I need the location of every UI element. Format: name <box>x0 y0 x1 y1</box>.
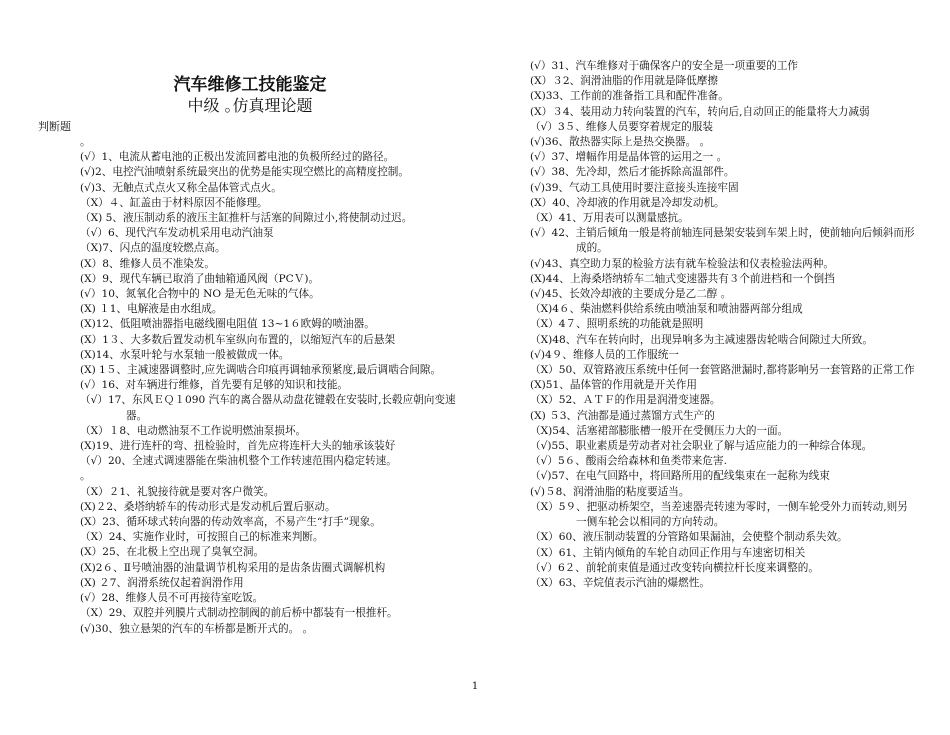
question-item: （X)7、闪点的温度较燃点高。 <box>80 242 226 255</box>
question-item: （X)4６、柴油燃料供给系统由喷油泵和喷油器两部分组成 <box>530 303 803 316</box>
question-item: (√）1、电流从蓄电池的正极出发流回蓄电池的负极所经过的路径。 <box>80 151 395 164</box>
question-item: （X）１8、电动燃油泵不工作说明燃油泵损坏。 <box>80 424 307 437</box>
question-item: (X）9、现代车辆已取消了曲轴箱通风阀（PCＶ)。 <box>80 272 320 285</box>
question-item: （X）4７、照明系统的功能就是照明 <box>530 318 704 331</box>
question-item: (X)14、水泵叶轮与水泵轴一般被做成一体。 <box>80 348 290 361</box>
question-item: （X）63、辛烷值表示汽油的爆燃性。 <box>530 576 710 589</box>
question-item: (√)3、无触点式点火又称全晶体管式点火。 <box>80 181 282 194</box>
question-item: (√)45、长效冷却液的主要成分是乙二醇 。 <box>530 288 732 301</box>
question-item: (X) ５3、汽油都是通过蒸馏方式生产的 <box>530 409 715 422</box>
question-item: （X）29、双腔并列膜片式制动控制阀的前后桥中都装有一根推杆。 <box>80 607 398 620</box>
question-item: (X）３2、润滑油脂的作用就是降低摩擦 <box>530 75 718 88</box>
question-item: 。 <box>80 136 91 148</box>
question-item: （√）5６、酸雨会给森林和鱼类带来危害. <box>530 455 727 468</box>
question-item: （√)55、职业素质是劳动者对社会职业了解与适应能力的一种综合体现。 <box>530 440 873 453</box>
question-item: (√）16、对车辆进行维修，首先要有足够的知识和技能。 <box>80 379 349 392</box>
question-item: （X）5９、把驱动桥架空，当差速器壳转速为零时，一侧车轮受外力而转动,则另一侧车轮会以相同的方向转动。 <box>530 500 908 529</box>
question-item: (X）23、循环球式转向器的传动效率高，不易产生“打手”现象。 <box>80 516 381 529</box>
question-item: (√）31、汽车维修对于确保客户的安全是一项重要的工作 <box>530 60 799 72</box>
question-item: （X）２1、礼貌接待就是要对客户微笑。 <box>80 485 275 498</box>
question-item: (X）40、冷却液的作用就是冷却发动机。 <box>530 196 725 209</box>
question-item: (X）8、维修人员不准染发。 <box>80 257 215 270</box>
question-item: （√）20、全速式调速器能在柴油机整个工作转速范围内稳定转速。 <box>80 455 397 468</box>
question-item: （X）60、液压制动装置的分管路如果漏油，会使整个制动系失效。 <box>530 531 848 544</box>
question-item: （√）6、现代汽车发动机采用电动汽油泵 <box>80 227 274 240</box>
question-item: (√）10、氮氧化合物中的 NO 是无色无味的气体。 <box>80 288 320 301</box>
question-item: （X）52、ＡＴＦ的作用是润滑变速器。 <box>530 394 721 407</box>
question-item: (√)2、电控汽油喷射系统最突出的优势是能实现空燃比的高精度控制。 <box>80 166 409 179</box>
page-number: 1 <box>471 681 479 692</box>
question-item: (√)4９、维修人员的工作服统一 <box>530 348 679 361</box>
question-item: （X）41、万用表可以测量感抗。 <box>530 212 689 225</box>
question-item: (X)44、上海桑塔纳轿车二轴式变速器共有３个前进档和一个倒挡 <box>530 272 835 285</box>
section-label: 判断题 <box>38 120 71 133</box>
question-item: (X）25、在北极上空出现了臭氧空洞。 <box>80 546 265 559</box>
question-item: (X) ２7、润滑系统仅起着润滑作用 <box>80 576 244 589</box>
question-item: (√)30、独立悬架的汽车的车桥都是断开式的。 。 <box>80 622 314 635</box>
question-item: （√）6２、前轮前束值是通过改变转向横拉杆长度来调整的。 <box>530 561 819 574</box>
question-item: (X)2６、Ⅱ号喷油器的油量调节机构采用的是齿条齿圈式调解机构 <box>80 561 386 574</box>
question-item: (√）37、增幅作用是晶体管的运用之一 。 <box>530 151 728 164</box>
question-item: （X）24、实施作业时，可按照自己的标准来判断。 <box>80 531 324 544</box>
document-subtitle: 中级 ｡仿真理论题 <box>187 96 313 115</box>
question-item: (X）1３、大多数后置发动机车室纵向布置的，以缩短汽车的后悬架 <box>80 333 396 346</box>
document-title: 汽车维修工技能鉴定 <box>173 75 327 95</box>
question-item: (√）42、主销后倾角一般是将前轴连同悬架安装到车架上时，使前轴向后倾斜而形成的。 <box>530 227 915 255</box>
question-item: (√)39、气动工具使用时要注意接头连接牢固 <box>530 181 739 194</box>
question-item: （√）17、东风ＥＱ１090 汽车的离合器从动盘花键毂在安装时,长毂应朝向变速器。 <box>80 394 456 422</box>
question-item: (X) １1、电解液是由水组成。 <box>80 303 223 316</box>
right-column <box>530 59 915 591</box>
question-item: (√)５8、润滑油脂的粘度要适当。 <box>530 485 690 498</box>
question-item: (X)19、进行连杆的弯、扭检验时，首先应将连杆大头的轴承该装好 <box>80 440 396 453</box>
question-item: (√)36、散热器实际上是热交换器。 。 <box>530 136 711 149</box>
question-item: (X)51、晶体管的作用就是开关作用 <box>530 379 698 392</box>
question-item: （X)48、汽车在转向时，出现异响多为主减速器齿轮啮合间隙过大所致。 <box>530 333 873 346</box>
question-item: （√）3５、维修人员要穿着规定的服装 <box>530 120 713 133</box>
question-item: （X）４、缸盖由于材料原因不能修理。 <box>80 196 268 209</box>
question-item: (√)43、真空助力泵的检验方法有就车检验法和仪表检验法两种。 <box>530 257 834 270</box>
question-item: （X)54、活塞裙部膨胀槽一般开在受侧压力大的一面。 <box>530 424 789 437</box>
question-item: (X）３4、装用动力转向装置的汽车，转向后,自动回正的能量将大力减弱 <box>530 105 870 118</box>
question-item: 。 <box>80 470 91 483</box>
question-item: （X）50、双管路液压系统中任何一套管路泄漏时,都将影响另一套管路的正常工作 <box>530 364 915 377</box>
question-item: (X)２2、桑塔纳轿车的传动形式是发动机后置后驱动。 <box>80 500 336 513</box>
question-item: (X)12、低阻喷油器指电磁线圈电阻值 13~1６欧姆的喷油器。 <box>80 318 375 331</box>
question-item: (√）28、维修人员不可再接待室吃饭。 <box>80 592 264 605</box>
question-item: （√)57、在电气回路中，将回路所用的配线集束在一起称为线束 <box>530 470 830 483</box>
question-item: (√）38、先冷却，然后才能拆除高温部件。 <box>530 166 735 179</box>
question-item: （X）61、主销内倾角的车轮自动回正作用与车速密切相关 <box>530 546 806 559</box>
question-item: (X)33、工作前的准备指工具和配件准备。 <box>530 90 729 103</box>
question-item: (X) 1５、主减速器调整时,应先调啮合印痕再调轴承预紧度,最后调啮合间隙。 <box>80 364 442 377</box>
question-item: （X) 5、液压制动系的液压主缸推杆与活塞的间隙过小,将使制动过迟。 <box>80 212 413 225</box>
left-column <box>80 135 472 637</box>
